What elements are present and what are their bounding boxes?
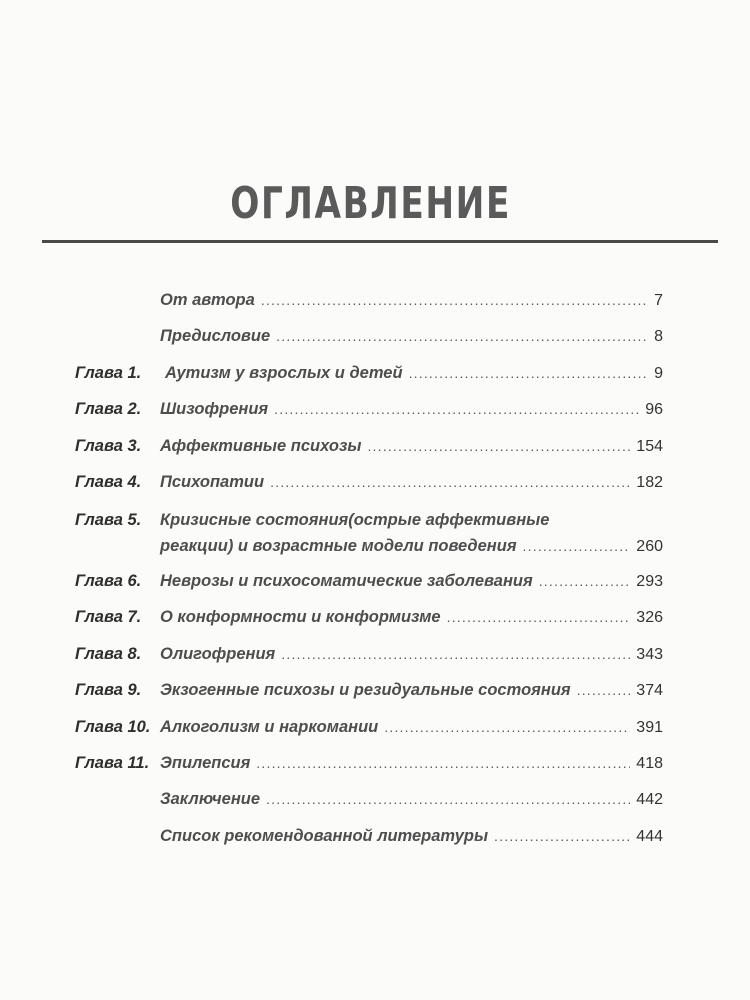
dot-leader <box>523 533 631 559</box>
entry-page-number: 444 <box>636 828 663 845</box>
entry-title: Аффективные психозы <box>160 437 362 455</box>
entry-page-number: 343 <box>636 646 663 663</box>
dot-leader <box>274 396 639 422</box>
entry-title: Шизофрения <box>160 400 269 418</box>
dot-leader <box>270 469 630 495</box>
entry-page-number: 7 <box>654 292 663 309</box>
chapter-label: Глава 10. <box>75 718 151 736</box>
dot-leader <box>266 786 630 812</box>
entry-title: Заключение <box>160 790 261 808</box>
chapter-label: Глава 6. <box>75 572 142 590</box>
dot-leader <box>494 823 630 849</box>
page-title: ОГЛАВЛЕНИЕ <box>230 178 511 229</box>
entry-title: Психопатии <box>160 473 265 491</box>
entry-page-number: 260 <box>636 538 663 555</box>
chapter-label: Глава 11. <box>75 754 150 772</box>
chapter-label: Глава 5. <box>75 511 142 529</box>
chapter-label: Глава 2. <box>75 400 142 418</box>
title-divider <box>42 240 718 243</box>
dot-leader <box>409 360 649 386</box>
entry-page-number: 96 <box>645 401 663 418</box>
dot-leader <box>384 714 630 740</box>
entry-page-number: 374 <box>636 682 663 699</box>
dot-leader <box>447 604 631 630</box>
dot-leader <box>276 323 648 349</box>
entry-page-number: 9 <box>654 365 663 382</box>
chapter-label: Глава 3. <box>75 437 142 455</box>
entry-page-number: 293 <box>636 573 663 590</box>
entry-title: Список рекомендованной литературы <box>160 827 489 845</box>
entry-title: Экзогенные психозы и резидуальные состояния <box>160 681 571 699</box>
dot-leader <box>261 287 648 313</box>
dot-leader <box>256 750 630 776</box>
entry-title: О конформности и конформизме <box>160 608 441 626</box>
entry-title: реакции) и возрастные модели поведения <box>160 537 517 555</box>
entry-title: Олигофрения <box>160 645 276 663</box>
chapter-label: Глава 1. <box>75 364 142 382</box>
chapter-label: Глава 7. <box>75 608 142 626</box>
dot-leader <box>539 568 631 594</box>
entry-title: Неврозы и психосоматические заболевания <box>160 572 533 590</box>
entry-page-number: 8 <box>654 328 663 345</box>
entry-title: Алкоголизм и наркомании <box>160 718 379 736</box>
entry-page-number: 154 <box>636 438 663 455</box>
entry-page-number: 326 <box>636 609 663 626</box>
entry-title: Эпилепсия <box>160 754 251 772</box>
entry-title: От автора <box>160 291 255 309</box>
entry-page-number: 418 <box>636 755 663 772</box>
chapter-label: Глава 8. <box>75 645 142 663</box>
dot-leader <box>281 641 630 667</box>
entry-title: Предисловие <box>160 327 271 345</box>
entry-page-number: 182 <box>636 474 663 491</box>
entry-title-line-1: Кризисные состояния(острые аффективные <box>160 511 550 529</box>
chapter-label: Глава 9. <box>75 681 142 699</box>
entry-title: Аутизм у взрослых и детей <box>165 364 403 382</box>
chapter-label: Глава 4. <box>75 473 142 491</box>
dot-leader <box>367 433 630 459</box>
dot-leader <box>577 677 631 703</box>
entry-page-number: 442 <box>636 791 663 808</box>
entry-page-number: 391 <box>636 719 663 736</box>
